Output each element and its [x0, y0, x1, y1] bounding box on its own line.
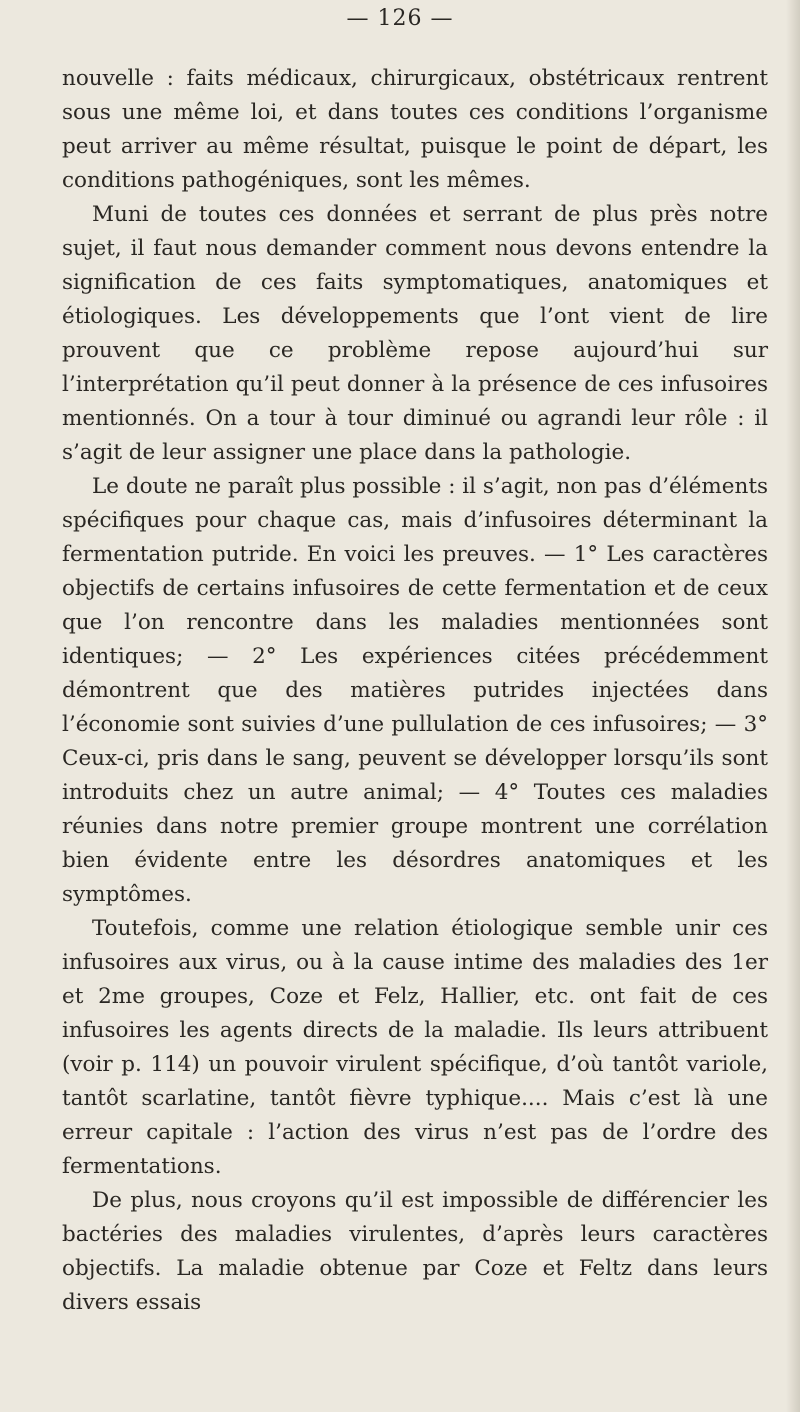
- paragraph-3: Le doute ne paraît plus possible : il s’agit, non pas d’éléments spécifiques pour chaque cas, mais d’infusoires déterminant la fermentation putride. En voici les preuves. — 1° Les caractères objectifs de certains infusoires de cette fermentation et de ceux que l’on rencontre dans les maladies mentionnées sont identiques; — 2° Les expériences citées précédemment démontrent que des matières putrides injectées dans l’économie sont suivies d’une pullulation de ces infusoires; — 3° Ceux-ci, pris dans le sang, peuvent se développer lorsqu’ils sont introduits chez un autre animal; — 4° Toutes ces maladies réunies dans notre premier groupe montrent une corrélation bien évidente entre les désordres anatomiques et les symptômes.: [62, 474, 768, 907]
- paragraph-1: nouvelle : faits médicaux, chirurgicaux, obstétricaux rentrent sous une même loi, et dans toutes ces conditions l’organisme peut arriver au même résultat, puisque le point de départ, les conditions pathogéniques, sont les mêmes.: [62, 66, 768, 193]
- paragraph-2: Muni de toutes ces données et serrant de plus près notre sujet, il faut nous demander comment nous devons entendre la signification de ces faits symptomatiques, anatomiques et étiologiques. Les développements que l’ont vient de lire prouvent que ce problème repose aujourd’hui sur l’interprétation qu’il peut donner à la présence de ces infusoires mentionnés. On a tour à tour diminué ou agrandi leur rôle : il s’agit de leur assigner une place dans la pathologie.: [62, 202, 768, 465]
- paragraph-5: De plus, nous croyons qu’il est impossible de différencier les bactéries des maladies virulentes, d’après leurs caractères objectifs. La maladie obtenue par Coze et Feltz dans leurs divers essais: [62, 1188, 768, 1315]
- paragraph-4: Toutefois, comme une relation étiologique semble unir ces infusoires aux virus, ou à la cause intime des maladies des 1er et 2me groupes, Coze et Felz, Hallier, etc. ont fait de ces infusoires les agents directs de la maladie. Ils leurs attribuent (voir p. 114) un pouvoir virulent spécifique, d’où tantôt variole, tantôt scarlatine, tantôt fièvre typhique.... Mais c’est là une erreur capitale : l’action des virus n’est pas de l’ordre des fermentations.: [62, 916, 768, 1179]
- page-number-header: — 126 —: [346, 6, 454, 31]
- page-edge-shadow: [786, 0, 800, 1412]
- body-text: [62, 62, 768, 1320]
